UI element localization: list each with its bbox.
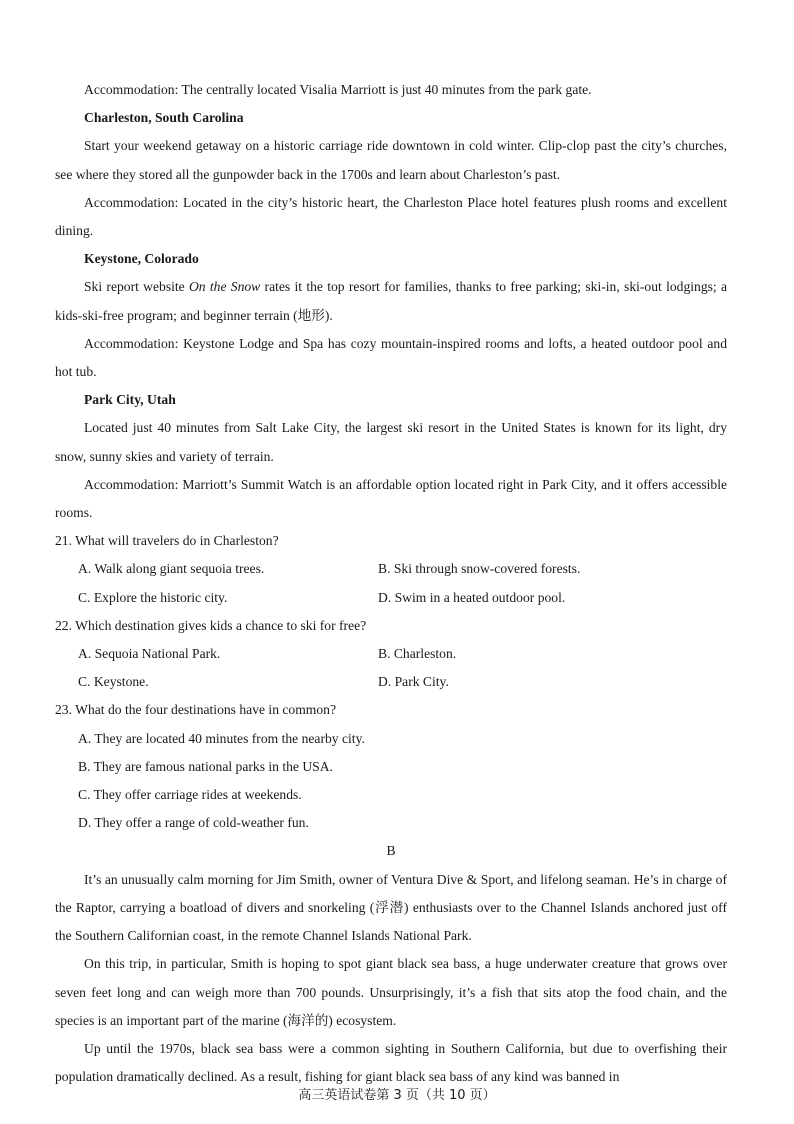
q23-option-a: A. They are located 40 minutes from the nearby city. [78,730,365,746]
question-23-stem: 23. What do the four destinations have in common? [55,702,337,718]
keystone-text-post: rates it the top resort for families, thanks to free parking; ski-in, ski-out lodgings; a kids-ski-free program; and beginner terrain (地形). [55,279,728,323]
exam-page [55,76,727,1091]
q22-option-a: A. Sequoia National Park. [78,646,221,662]
q23-option-d: D. They offer a range of cold-weather fun. [78,815,309,831]
question-22-options-row2 [55,668,727,696]
question-22-options-row1 [55,640,727,668]
park-city-accommodation: Accommodation: Marriott’s Summit Watch is an affordable option located right in Park City, and it offers accessible rooms. [55,476,727,521]
on-the-snow-title: On the Snow [188,279,261,295]
passage-b-paragraph-2: On this trip, in particular, Smith is hoping to spot giant black sea bass, a huge underwater creature that grows over seven feet long and can weigh more than 700 pounds. Unsurprisingly, it’s a fish that sits atop the food chain, and the species is an important part of the marine (海洋的) ecosystem. [55,956,727,1028]
question-21-options-row2 [55,584,727,612]
keystone-text-pre: Ski report website [84,279,189,295]
q21-option-a: A. Walk along giant sequoia trees. [78,561,265,577]
page-footer: 高三英语试卷第 3 页（共 10 页） [298,1088,496,1103]
keystone-accommodation: Accommodation: Keystone Lodge and Spa has cozy mountain-inspired rooms and lofts, a heated outdoor pool and hot tub. [55,335,727,380]
charleston-accommodation: Accommodation: Located in the city’s historic heart, the Charleston Place hotel features plush rooms and excellent dining. [55,194,727,239]
heading-park-city: Park City, Utah [84,392,176,408]
q21-option-b: B. Ski through snow-covered forests. [378,561,581,577]
q21-option-d: D. Swim in a heated outdoor pool. [378,589,566,605]
visalia-accommodation: Accommodation: The centrally located Visalia Marriott is just 40 minutes from the park gate. [84,82,592,97]
section-b-label: B [386,843,396,859]
keystone-description [55,273,727,329]
park-city-description: Located just 40 minutes from Salt Lake City, the largest ski resort in the United States is known for its light, dry snow, sunny skies and variety of terrain. [55,420,727,464]
q22-option-c: C. Keystone. [78,674,149,690]
question-22-stem: 22. Which destination gives kids a chance to ski for free? [55,617,367,633]
charleston-description: Start your weekend getaway on a historic carriage ride downtown in cold winter. Clip-clop past the city’s churches, see where they stored all the gunpowder back in the 1700s and learn about Charleston’s past. [55,138,727,182]
question-21-options-row1 [55,555,727,583]
heading-keystone: Keystone, Colorado [84,251,199,267]
q22-option-d: D. Park City. [378,674,449,690]
q23-option-c: C. They offer carriage rides at weekends. [78,787,302,803]
passage-b-paragraph-1: It’s an unusually calm morning for Jim Smith, owner of Ventura Dive & Sport, and lifelong seaman. He’s in charge of the Raptor, carrying a boatload of divers and snorkeling (浮潜) enthusiasts over to the Channel Islands anchored just off the Southern Californian coast, in the remote Channel Islands National Park. [55,871,727,944]
q22-option-b: B. Charleston. [378,646,457,662]
question-21-stem: 21. What will travelers do in Charleston? [55,533,279,549]
heading-charleston: Charleston, South Carolina [84,110,244,126]
q21-option-c: C. Explore the historic city. [78,589,228,605]
passage-b-paragraph-3: Up until the 1970s, black sea bass were a common sighting in Southern California, but due to overfishing their population dramatically declined. As a result, fishing for giant black sea bass of any kind was banned in [55,1040,727,1085]
q23-option-b: B. They are famous national parks in the USA. [78,758,333,774]
